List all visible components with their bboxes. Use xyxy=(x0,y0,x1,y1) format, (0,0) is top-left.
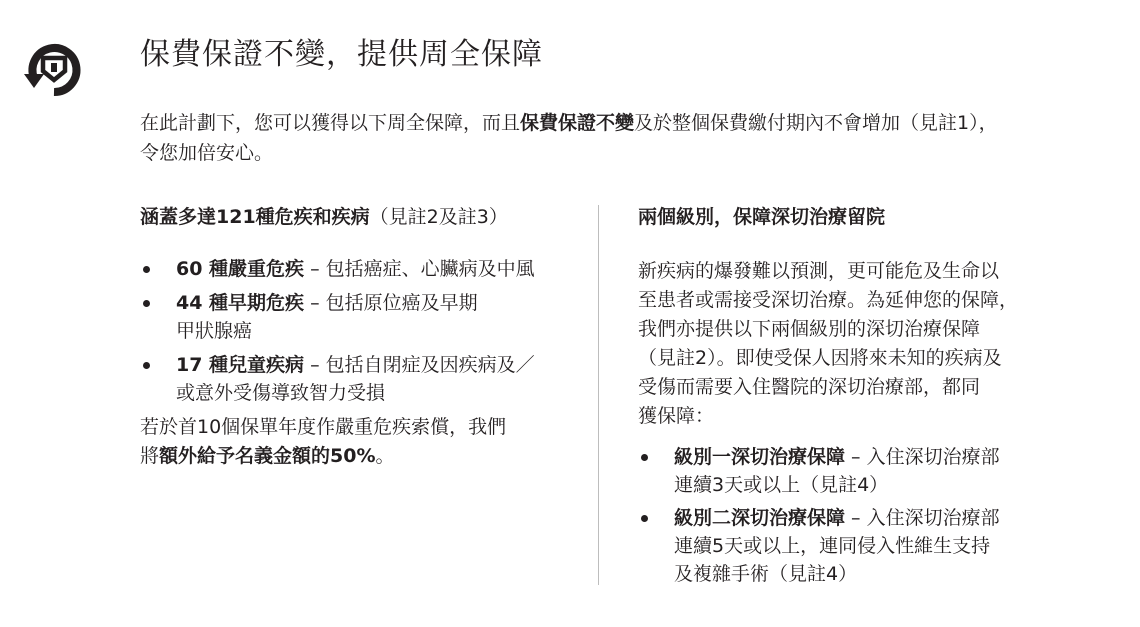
list-item xyxy=(140,289,570,345)
list-item xyxy=(140,255,570,283)
bullet-text: – 入住深切治療部 xyxy=(845,446,1000,468)
list-item xyxy=(140,351,570,407)
intro-text-after: 及於整個保費繳付期內不會增加（見註1）， xyxy=(634,112,998,134)
intro-bold: 保費保證不變 xyxy=(520,112,635,134)
left-para-suffix: 。 xyxy=(375,445,395,467)
bullet-bold: 級別二深切治療保障 xyxy=(674,507,846,529)
bullet-bold: 級別一深切治療保障 xyxy=(674,446,846,468)
bullet-bold: 17 種兒童疾病 xyxy=(176,354,305,376)
left-paragraph xyxy=(140,413,570,471)
left-bullet-list xyxy=(140,255,570,407)
right-para-line: （見註2）。即使受保人因將來未知的疾病及 xyxy=(638,347,1002,369)
bullet-text-cont: 連續3天或以上（見註4） xyxy=(674,474,889,496)
right-column xyxy=(638,203,1078,593)
list-item xyxy=(638,443,1078,499)
right-para-line: 新疾病的爆發難以預測，更可能危及生命以 xyxy=(638,260,1000,282)
bullet-text-cont: 及複雜手術（見註4） xyxy=(674,563,858,585)
bullet-text: – 包括自閉症及因疾病及／ xyxy=(304,354,535,376)
page-title: 保費保證不變，提供周全保障 xyxy=(140,37,543,72)
left-para-line1: 若於首10個保單年度作嚴重危疾索償，我們 xyxy=(140,416,507,438)
bullet-text: – 包括原位癌及早期 xyxy=(304,292,478,314)
intro-text: 在此計劃下，您可以獲得以下周全保障，而且 xyxy=(140,112,521,134)
intro-line2: 令您加倍安心。 xyxy=(140,142,274,164)
right-paragraph xyxy=(638,257,1078,431)
left-heading-text: 涵蓋多達121種危疾和疾病 xyxy=(140,206,370,228)
left-para-prefix: 將 xyxy=(140,445,160,467)
left-heading xyxy=(140,203,570,231)
intro-paragraph xyxy=(140,108,1100,168)
right-para-line: 我們亦提供以下兩個級別的深切治療保障 xyxy=(638,318,981,340)
bullet-text-cont: 甲狀腺癌 xyxy=(176,320,253,342)
bullet-bold: 44 種早期危疾 xyxy=(176,292,305,314)
bullet-bold: 60 種嚴重危疾 xyxy=(176,258,305,280)
shield-refresh-icon xyxy=(22,38,86,102)
left-column xyxy=(140,203,570,471)
column-divider xyxy=(598,205,599,585)
right-bullet-list xyxy=(638,443,1078,588)
right-para-line: 受傷而需要入住醫院的深切治療部，都同 xyxy=(638,376,981,398)
bullet-text: – 包括癌症、心臟病及中風 xyxy=(304,258,535,280)
right-heading: 兩個級別，保障深切治療留院 xyxy=(638,206,886,228)
bullet-text: – 入住深切治療部 xyxy=(845,507,1000,529)
left-heading-note: （見註2及註3） xyxy=(369,206,508,228)
list-item xyxy=(638,504,1078,588)
right-para-line: 至患者或需接受深切治療。為延伸您的保障， xyxy=(638,289,1019,311)
bullet-text-cont: 連續5天或以上，連同侵入性維生支持 xyxy=(674,535,991,557)
left-para-bold: 額外給予名義金額的50% xyxy=(159,445,376,467)
bullet-text-cont: 或意外受傷導致智力受損 xyxy=(176,382,386,404)
right-para-line: 獲保障： xyxy=(638,405,715,427)
